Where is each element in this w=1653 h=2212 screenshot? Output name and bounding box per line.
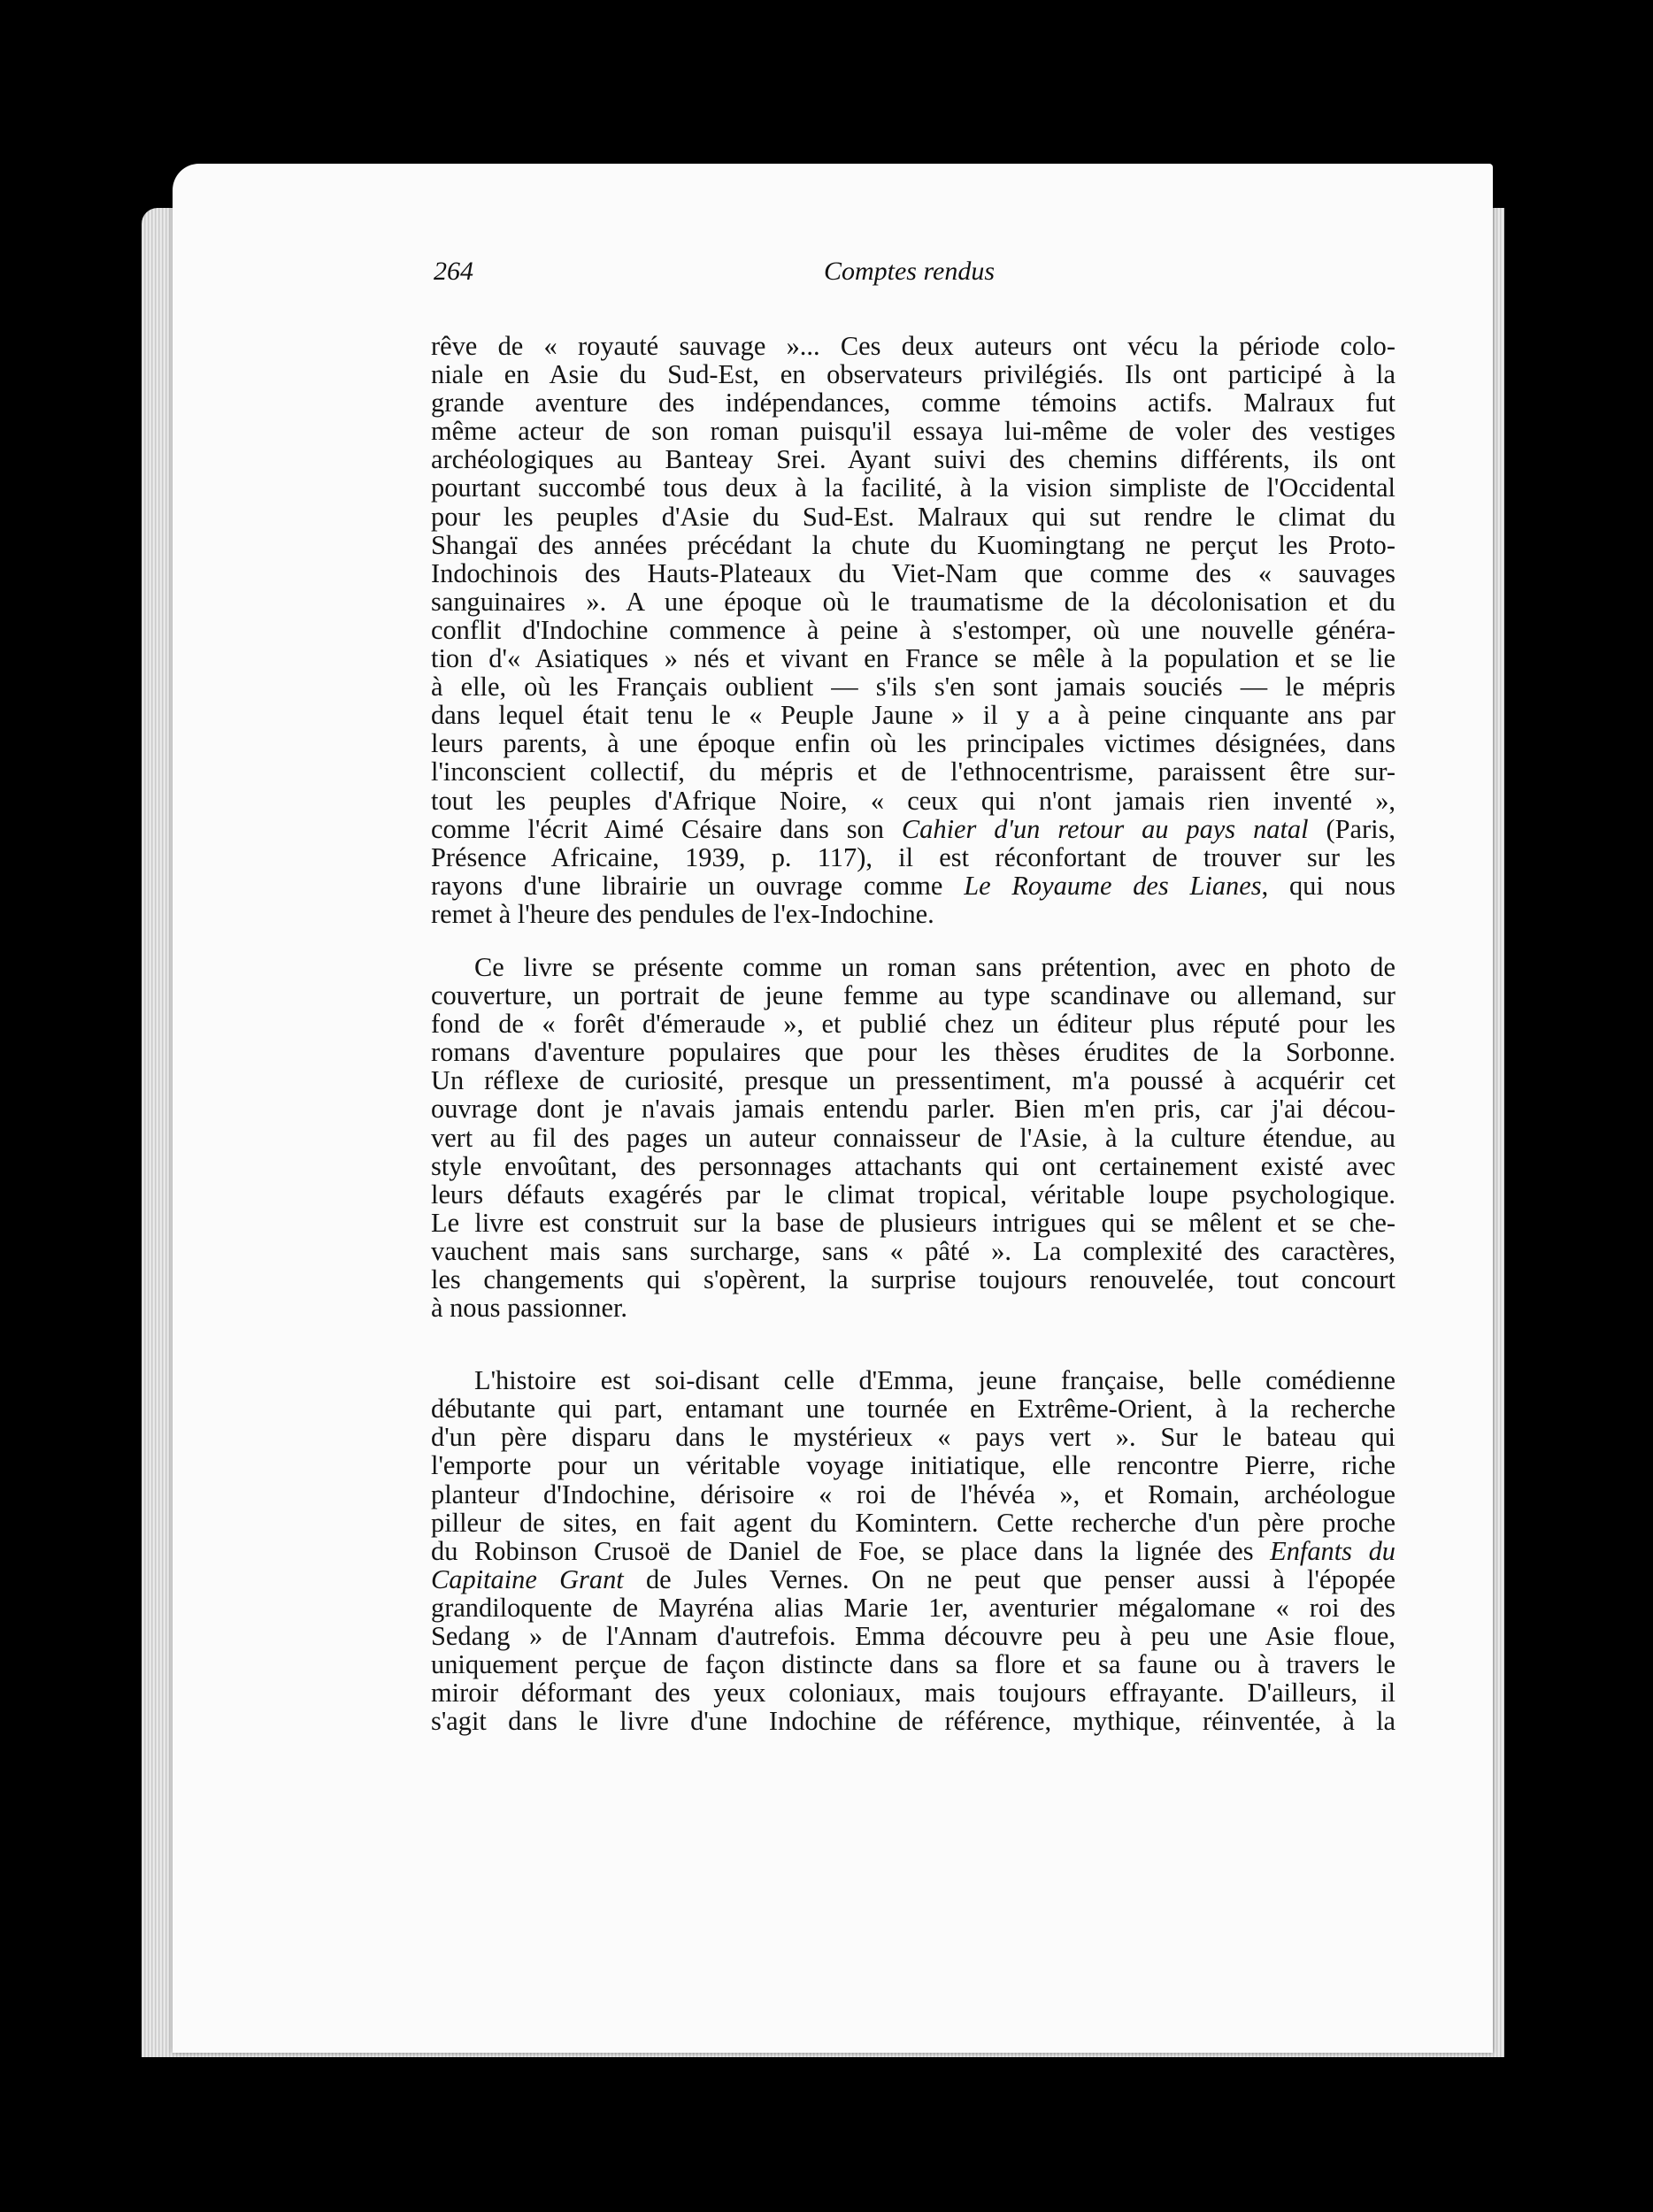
page-number: 264 bbox=[434, 257, 473, 286]
text-line: à elle, où les Français oublient — s'ils s'en sont jamais souciés — le mépris bbox=[431, 672, 1395, 703]
book-page bbox=[173, 164, 1493, 2053]
text-line bbox=[431, 815, 1395, 843]
text-line: Sedang » de l'Annam d'autrefois. Emma découvre peu à peu une Asie floue, bbox=[431, 1621, 1395, 1652]
text-run: rayons d'une librairie un ouvrage comme bbox=[431, 870, 965, 901]
text-line: Présence Africaine, 1939, p. 117), il est réconfortant de trouver sur les bbox=[431, 841, 1395, 872]
text-line: ouvrage dont je n'avais jamais entendu parler. Bien m'en pris, car j'ai décou- bbox=[431, 1094, 1395, 1125]
text-line: pilleur de sites, en fait agent du Komintern. Cette recherche d'un père proche bbox=[431, 1507, 1395, 1538]
text-line: grandiloquente de Mayréna alias Marie 1er, aventurier mégalomane « roi des bbox=[431, 1592, 1395, 1623]
text-line: leurs défauts exagérés par le climat tropical, véritable loupe psychologique. bbox=[431, 1179, 1395, 1210]
book-title: Enfants du bbox=[1270, 1535, 1395, 1566]
page-header bbox=[434, 257, 1385, 301]
paragraph bbox=[431, 332, 1395, 928]
text-line: Le livre est construit sur la base de plusieurs intrigues qui se mêlent et se che- bbox=[431, 1207, 1395, 1238]
text-line: miroir déformant des yeux coloniaux, mais toujours effrayante. D'ailleurs, il bbox=[431, 1678, 1395, 1709]
running-head: Comptes rendus bbox=[823, 257, 996, 286]
text-line: même acteur de son roman puisqu'il essaya lui-même de voler des vestiges bbox=[431, 416, 1395, 447]
text-run: de Jules Vernes. On ne peut que penser aussi à l'épopée bbox=[623, 1563, 1396, 1594]
text-line bbox=[431, 1565, 1395, 1594]
book-title: Cahier d'un retour au pays natal bbox=[901, 813, 1309, 844]
text-line: Shangaï des années précédant la chute du Kuomingtang ne perçut les Proto- bbox=[431, 529, 1395, 560]
text-line: l'inconscient collectif, du mépris et de l'ethnocentrisme, paraissent être sur- bbox=[431, 757, 1395, 787]
paragraph bbox=[431, 1366, 1395, 1735]
text-line: tout les peuples d'Afrique Noire, « ceux qui n'ont jamais rien inventé », bbox=[431, 785, 1395, 816]
text-line: archéologiques au Banteay Srei. Ayant suivi des chemins différents, ils ont bbox=[431, 444, 1395, 475]
text-line: rêve de « royauté sauvage »... Ces deux auteurs ont vécu la période colo- bbox=[431, 331, 1395, 361]
text-run: , qui nous bbox=[1261, 870, 1395, 901]
text-line: couverture, un portrait de jeune femme au type scandinave ou allemand, sur bbox=[431, 980, 1395, 1011]
text-line: Un réflexe de curiosité, presque un pressentiment, m'a poussé à acquérir cet bbox=[431, 1065, 1395, 1096]
text-line: s'agit dans le livre d'une Indochine de référence, mythique, réinventée, à la bbox=[431, 1706, 1395, 1737]
text-line: romans d'aventure populaires que pour les thèses érudites de la Sorbonne. bbox=[431, 1037, 1395, 1068]
text-line: grande aventure des indépendances, comme témoins actifs. Malraux fut bbox=[431, 388, 1395, 419]
body-text bbox=[431, 332, 1395, 1735]
text-line: pourtant succombé tous deux à la facilité, à la vision simpliste de l'Occidental bbox=[431, 472, 1395, 503]
paragraph bbox=[431, 953, 1395, 1322]
text-line: leurs parents, à une époque enfin où les principales victimes désignées, dans bbox=[431, 728, 1395, 759]
text-line: vert au fil des pages un auteur connaisseur de l'Asie, à la culture étendue, au bbox=[431, 1122, 1395, 1153]
text-line: dans lequel était tenu le « Peuple Jaune » il y a à peine cinquante ans par bbox=[431, 700, 1395, 731]
text-line: style envoûtant, des personnages attachants qui ont certainement existé avec bbox=[431, 1150, 1395, 1181]
text-line: Ce livre se présente comme un roman sans prétention, avec en photo de bbox=[474, 951, 1395, 982]
text-line: planteur d'Indochine, dérisoire « roi de l'hévéa », et Romain, archéologue bbox=[431, 1479, 1395, 1509]
text-line bbox=[431, 1537, 1395, 1565]
text-run: comme l'écrit Aimé Césaire dans son bbox=[431, 813, 902, 844]
book-title: Capitaine Grant bbox=[431, 1563, 624, 1594]
text-line: d'un père disparu dans le mystérieux « pays vert ». Sur le bateau qui bbox=[431, 1422, 1395, 1453]
text-line: les changements qui s'opèrent, la surprise toujours renouvelée, tout concourt bbox=[431, 1264, 1395, 1294]
book-title: Le Royaume des Lianes bbox=[964, 870, 1262, 901]
text-line: sanguinaires ». A une époque où le traumatisme de la décolonisation et du bbox=[431, 586, 1395, 617]
text-line: L'histoire est soi-disant celle d'Emma, jeune française, belle comédienne bbox=[474, 1365, 1395, 1396]
text-line: fond de « forêt d'émeraude », et publié chez un éditeur plus réputé pour les bbox=[431, 1009, 1395, 1040]
text-line: niale en Asie du Sud-Est, en observateurs privilégiés. Ils ont participé à la bbox=[431, 359, 1395, 390]
text-line: l'emporte pour un véritable voyage initiatique, elle rencontre Pierre, riche bbox=[431, 1450, 1395, 1481]
text-line bbox=[431, 872, 1395, 900]
text-run: du Robinson Crusoë de Daniel de Foe, se place dans la lignée des bbox=[431, 1535, 1271, 1566]
text-line: pour les peuples d'Asie du Sud-Est. Malraux qui sut rendre le climat du bbox=[431, 501, 1395, 532]
text-line: tion d'« Asiatiques » nés et vivant en France se mêle à la population et se lie bbox=[431, 643, 1395, 674]
text-line: remet à l'heure des pendules de l'ex-Indochine. bbox=[431, 898, 934, 929]
text-run: (Paris, bbox=[1308, 813, 1395, 844]
text-line: Indochinois des Hauts-Plateaux du Viet-Nam que comme des « sauvages bbox=[431, 557, 1395, 588]
text-line: uniquement perçue de façon distincte dans sa flore et sa faune ou à travers le bbox=[431, 1649, 1395, 1680]
text-line: vauchent mais sans surcharge, sans « pâté ». La complexité des caractères, bbox=[431, 1235, 1395, 1266]
text-line: à nous passionner. bbox=[431, 1293, 627, 1324]
text-line: conflit d'Indochine commence à peine à s'estomper, où une nouvelle généra- bbox=[431, 614, 1395, 645]
text-line: débutante qui part, entamant une tournée en Extrême-Orient, à la recherche bbox=[431, 1394, 1395, 1425]
